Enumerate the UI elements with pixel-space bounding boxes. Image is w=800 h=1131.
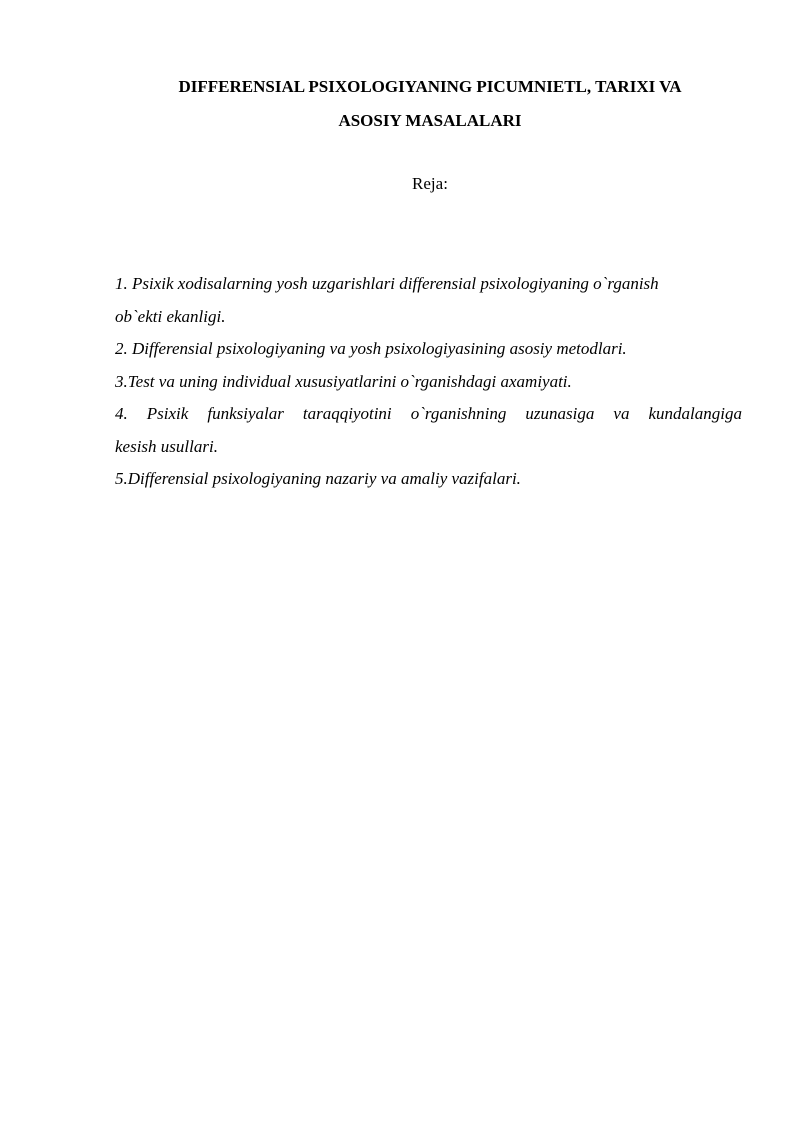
plan-item-1-line-2: ob`ekti ekanligi. [115, 306, 226, 326]
plan-item-4-line-2: kesish usullari. [115, 436, 218, 456]
plan-heading: Reja: [412, 174, 448, 193]
plan-item-1-line-1: 1. Psixik xodisalarning yosh uzgarishlari differensial psixologiyaning o`rganish [115, 274, 659, 293]
plan-item-3-line-1: 3.Test va uning individual xususiyatlarini o`rganishdagi axamiyati. [115, 371, 572, 391]
plan-item-4-line-1: 4. Psixik funksiyalar taraqqiyotini o`rganishning uzunasiga va kundalangiga [115, 404, 742, 423]
plan-item-2-line-1: 2. Differensial psixologiyaning va yosh psixologiyasining asosiy metodlari. [115, 339, 627, 358]
plan-item-5 [115, 463, 742, 496]
plan-list [115, 268, 742, 496]
document-title [120, 70, 740, 138]
document-title-line-2: ASOSIY MASALALARI [338, 111, 522, 130]
plan-item-4 [115, 398, 742, 463]
plan-item-1 [115, 268, 742, 333]
plan-item-2 [115, 333, 742, 366]
plan-item-5-line-1: 5.Differensial psixologiyaning nazariy va amaliy vazifalari. [115, 469, 521, 488]
plan-item-3 [115, 366, 742, 399]
document-title-line-1: DIFFERENSIAL PSIXOLOGIYANING PICUMNIETL, TARIXI VA [178, 77, 682, 96]
